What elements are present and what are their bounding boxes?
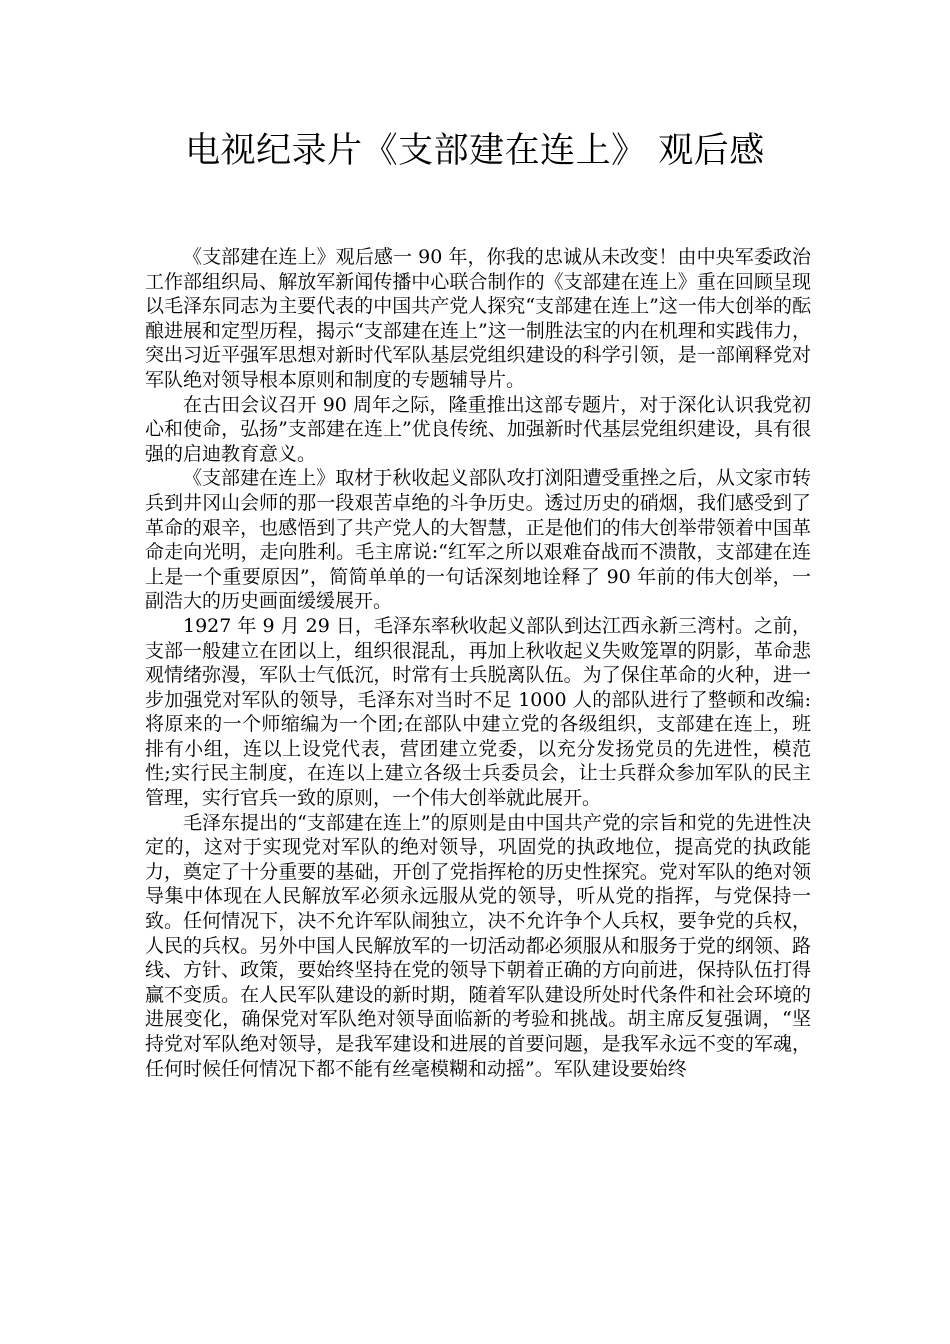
paragraph: 在古田会议召开 90 周年之际，隆重推出这部专题片，对于深化认识我党初心和使命，弘扬”支部建在连上”优良传统、加强新时代基层党组织建设，具有很强的启迪教育意义。	[145, 393, 811, 465]
document-title: 电视纪录片《支部建在连上》 观后感	[185, 131, 765, 171]
paragraph: 毛泽东提出的“支部建在连上”的原则是由中国共产党的宗旨和党的先进性决定的，这对于实现党对军队的绝对领导，巩固党的执政地位，提高党的执政能力，奠定了十分重要的基础，开创了党指挥枪的历史性探究。党对军队的绝对领导集中体现在人民解放军必须永远服从党的领导，听从党的指挥，与党保持一致。任何情况下，决不允许军队闹独立，决不允许争个人兵权，要争党的兵权，人民的兵权。另外中国人民解放军的一切活动都必须服从和服务于党的纲领、路线、方针、政策，要始终坚持在党的领导下朝着正确的方向前进，保持队伍打得赢不变质。在人民军队建设的新时期，随着军队建设所处时代条件和社会环境的进展变化，确保党对军队绝对领导面临新的考验和挑战。胡主席反复强调，“坚持党对军队绝对领导，是我军建设和进展的首要问题，是我军永远不变的军魂，任何时候任何情况下都不能有丝毫模糊和动摇”。军队建设要始终	[145, 811, 811, 1080]
paragraph: 《支部建在连上》观后感一 90 年，你我的忠诚从未改变！由中央军委政治工作部组织局、解放军新闻传播中心联合制作的《支部建在连上》重在回顾呈现以毛泽东同志为主要代表的中国共产党人探究“支部建在连上”这一伟大创举的酝酿进展和定型历程，揭示“支部建在连上”这一制胜法宝的内在机理和实践伟力，突出习近平强军思想对新时代军队基层党组织建设的科学引领，是一部阐释党对军队绝对领导根本原则和制度的专题辅导片。	[145, 246, 811, 391]
document-body	[145, 245, 811, 1081]
paragraph: 1927 年 9 月 29 日，毛泽东率秋收起义部队到达江西永新三湾村。之前，支部一般建立在团以上，组织很混乱，再加上秋收起义失败笼罩的阴影，革命悲观情绪弥漫，军队士气低沉，时常有士兵脱离队伍。为了保住革命的火种，进一步加强党对军队的领导，毛泽东对当时不足 1000 人的部队进行了整顿和改编:将原来的一个师缩编为一个团;在部队中建立党的各级组织，支部建在连上，班排有小组，连以上设党代表，营团建立党委，以充分发扬党员的先进性，模范性;实行民主制度，在连以上建立各级士兵委员会，让士兵群众参加军队的民主管理，实行官兵一致的原则，一个伟大创举就此展开。	[145, 614, 811, 810]
paragraph: 《支部建在连上》取材于秋收起义部队攻打浏阳遭受重挫之后，从文家市转兵到井冈山会师的那一段艰苦卓绝的斗争历史。透过历史的硝烟，我们感受到了革命的艰辛，也感悟到了共产党人的大智慧，正是他们的伟大创举带领着中国革命走向光明，走向胜利。毛主席说:“红军之所以艰难奋战而不溃散，支部建在连上是一个重要原因”，简简单单的一句话深刻地诠释了 90 年前的伟大创举，一副浩大的历史画面缓缓展开。	[145, 467, 811, 613]
